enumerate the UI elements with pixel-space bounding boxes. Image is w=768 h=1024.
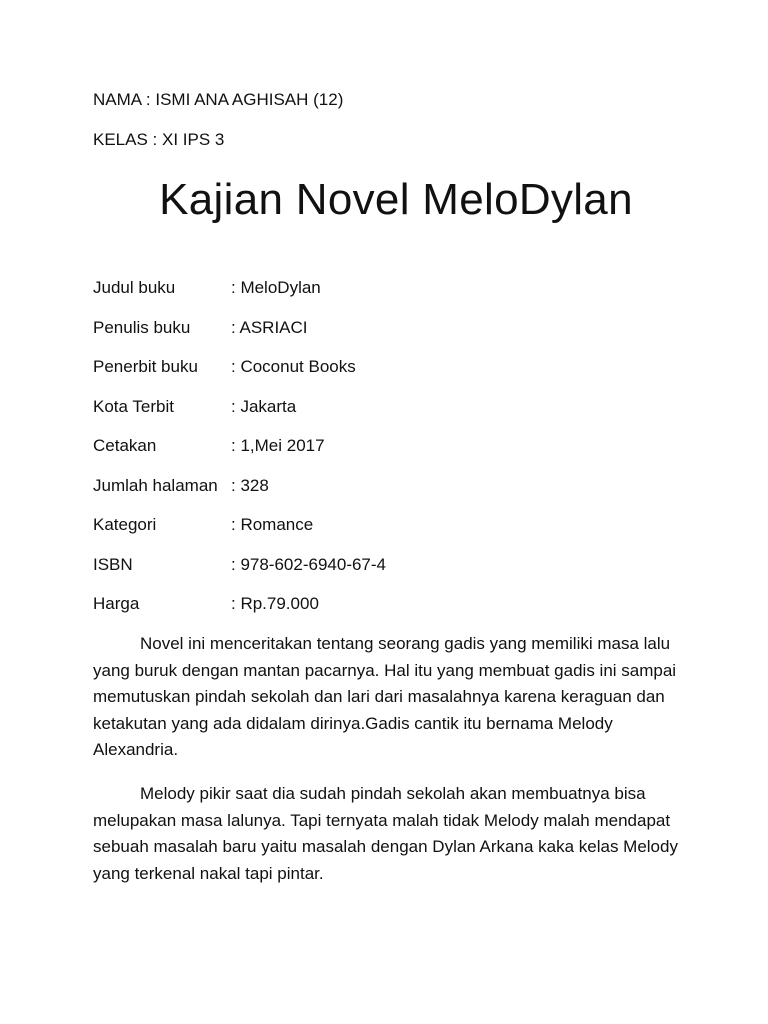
info-value: : Coconut Books xyxy=(231,357,356,376)
info-row-cetakan xyxy=(93,435,325,457)
info-value: : Rp.79.000 xyxy=(231,594,319,613)
info-row-isbn xyxy=(93,554,386,576)
info-label: Penulis buku xyxy=(93,318,191,337)
info-value: : Romance xyxy=(231,515,314,534)
info-row-halaman xyxy=(93,475,269,497)
info-label: Jumlah halaman xyxy=(93,476,218,495)
synopsis-paragraph-1: Novel ini menceritakan tentang seorang gadis yang memiliki masa lalu yang buruk dengan mantan pacarnya. Hal itu yang membuat gadis ini sampai memutuskan pindah sekolah dan lari dari masalahnya karena keraguan dan ketakutan yang ada didalam dirinya.Gadis cantik itu bernama Melody Alexandria. xyxy=(93,634,677,759)
info-row-penulis xyxy=(93,317,308,339)
student-class: KELAS : XI IPS 3 xyxy=(93,130,225,149)
synopsis-paragraph-2: Melody pikir saat dia sudah pindah sekolah akan membuatnya bisa melupakan masa lalunya. Tapi ternyata malah tidak Melody malah mendapat sebuah masalah baru yaitu masalah dengan Dylan Arkana kaka kelas Melody yang terkenal nakal tapi pintar. xyxy=(93,784,678,883)
info-value: : 1,Mei 2017 xyxy=(231,436,325,455)
info-row-kategori xyxy=(93,514,313,536)
info-value: : ASRIACI xyxy=(231,318,308,337)
info-label: ISBN xyxy=(93,555,133,574)
document-title: Kajian Novel MeloDylan xyxy=(159,175,633,224)
info-label: Cetakan xyxy=(93,436,157,455)
info-row-harga xyxy=(93,593,319,615)
info-value: : Jakarta xyxy=(231,397,297,416)
info-label: Judul buku xyxy=(93,278,176,297)
info-value: : MeloDylan xyxy=(231,278,321,297)
student-name: NAMA : ISMI ANA AGHISAH (12) xyxy=(93,90,344,109)
info-label: Harga xyxy=(93,594,140,613)
info-row-kota xyxy=(93,396,296,418)
info-label: Kategori xyxy=(93,515,157,534)
info-row-penerbit xyxy=(93,356,356,378)
info-row-judul xyxy=(93,277,321,299)
info-label: Penerbit buku xyxy=(93,357,198,376)
info-value: : 978-602-6940-67-4 xyxy=(231,555,387,574)
info-label: Kota Terbit xyxy=(93,397,174,416)
info-value: : 328 xyxy=(231,476,269,495)
